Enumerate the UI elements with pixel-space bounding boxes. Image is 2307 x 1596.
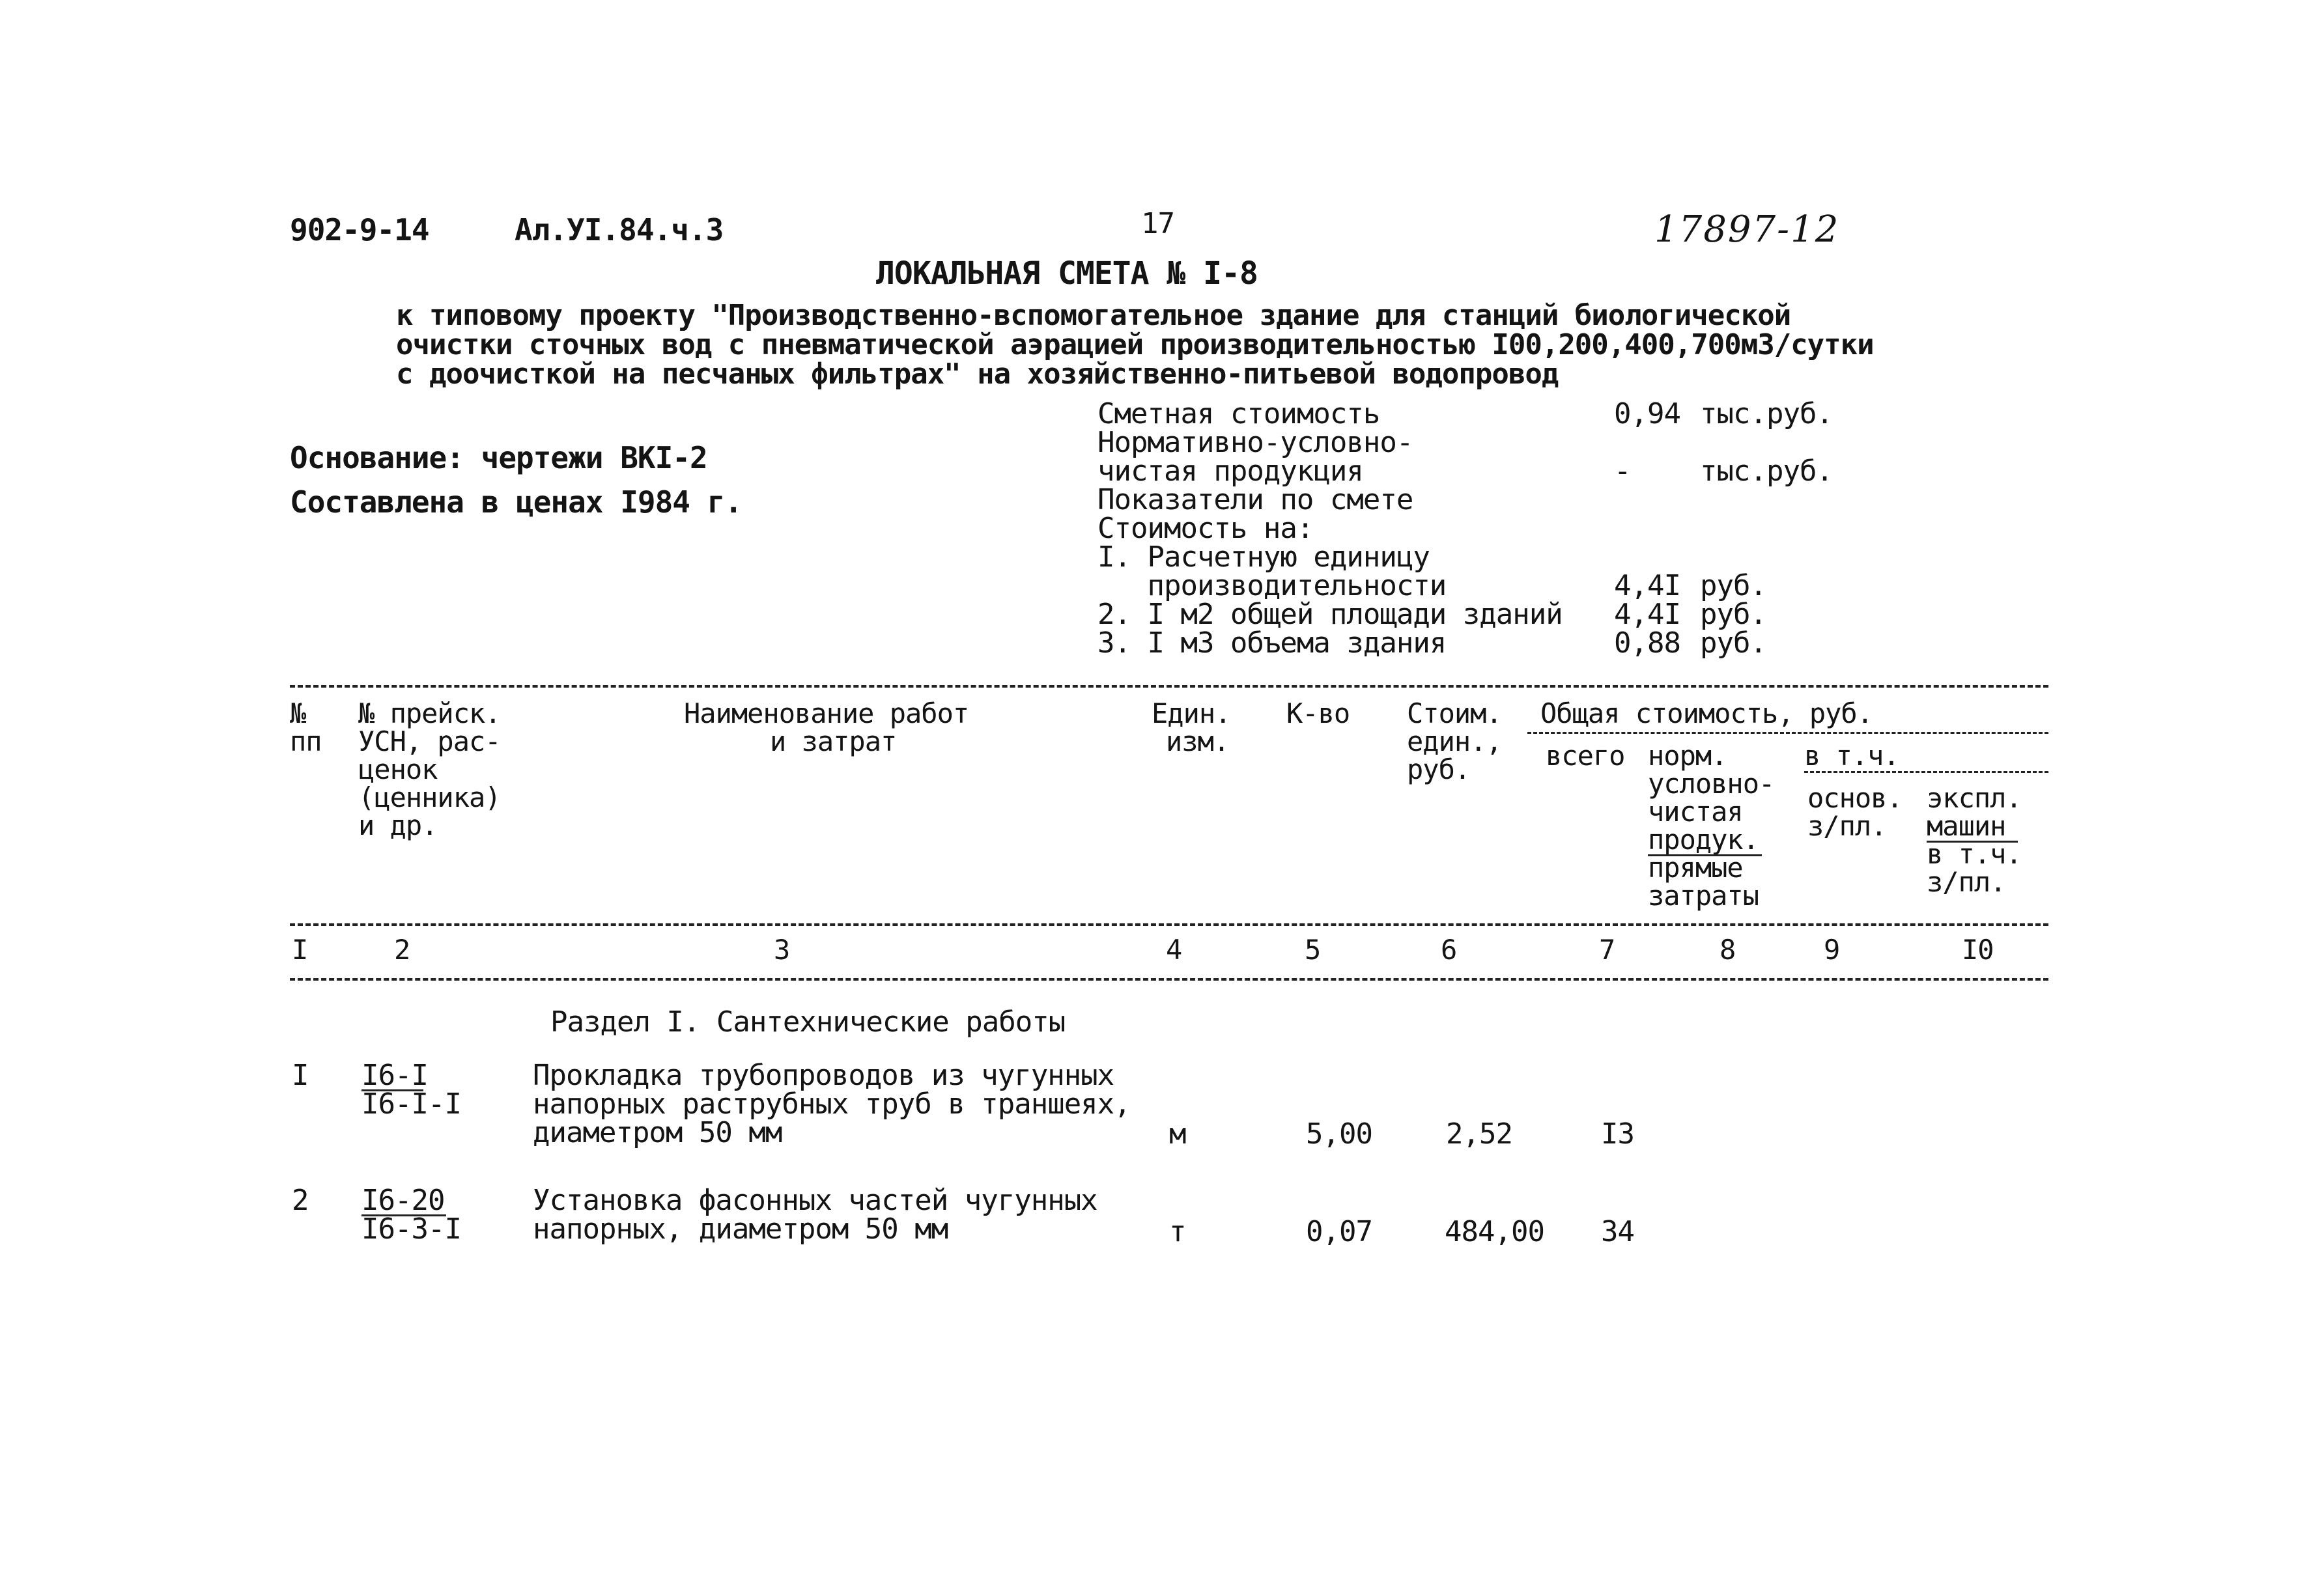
col3-header: и затрат — [770, 725, 897, 757]
col1-header: пп — [290, 725, 322, 757]
work-name-line: напорных раструбных труб в траншеях, — [533, 1087, 1131, 1121]
work-name-line: Установка фасонных частей чугунных — [533, 1184, 1097, 1217]
col8-header: условно- — [1648, 768, 1775, 800]
col3-header: Наименование работ — [684, 697, 969, 729]
summary-label: Стоимость на: — [1097, 512, 1314, 545]
summary-label: Сметная стоимость — [1097, 397, 1380, 430]
col2-header: (ценника) — [358, 781, 501, 813]
table-top-rule — [290, 685, 2048, 688]
column-number: 6 — [1441, 934, 1457, 966]
column-numbers-bottom-rule — [290, 978, 2048, 981]
row-number: 2 — [292, 1184, 309, 1217]
row-number: I — [292, 1059, 309, 1092]
col8-header: прямые — [1648, 852, 1743, 884]
col8-header: норм. — [1648, 740, 1727, 772]
column-number: 8 — [1720, 934, 1736, 966]
col1-header: № — [290, 697, 306, 729]
summary-value: 0,94 — [1614, 397, 1680, 430]
col2-header: УСН, рас- — [358, 725, 501, 757]
summary-unit: руб. — [1700, 626, 1766, 660]
col8-header: затраты — [1648, 880, 1759, 912]
col10-header: з/пл. — [1927, 866, 2006, 898]
col4-header: Един. — [1152, 697, 1231, 729]
col2-header: № прейск. — [358, 697, 501, 729]
project-code: 902-9-14 — [290, 212, 429, 247]
column-number: I0 — [1962, 934, 1994, 966]
column-number: 7 — [1599, 934, 1615, 966]
estimate-title: ЛОКАЛЬНАЯ СМЕТА № I-8 — [876, 255, 1258, 292]
col10-header: машин — [1927, 810, 2006, 842]
total-cost: I3 — [1601, 1117, 1634, 1151]
summary-value: 4,4I — [1614, 598, 1680, 631]
work-name-line: напорных, диаметром 50 мм — [533, 1212, 948, 1246]
column-number: 4 — [1166, 934, 1182, 966]
col5-header: К-во — [1286, 697, 1350, 729]
column-number: 2 — [394, 934, 410, 966]
summary-value: 0,88 — [1614, 626, 1680, 660]
summary-label: Показатели по смете — [1097, 483, 1413, 516]
subgroup-underline — [1804, 771, 2048, 773]
rate-code: I6-3-I — [361, 1212, 461, 1246]
work-name-line: Прокладка трубопроводов из чугунных — [533, 1059, 1114, 1092]
total-cost-group-header: Общая стоимость, руб. — [1540, 697, 1873, 729]
total-cost: 34 — [1601, 1215, 1634, 1248]
col8-header: чистая — [1648, 796, 1743, 828]
column-number: 9 — [1824, 934, 1840, 966]
col6-header: един., — [1407, 725, 1502, 757]
summary-label: 3. I м3 объема здания — [1097, 626, 1447, 660]
subtitle-line-3: с доочисткой на песчаных фильтрах" на хозяйственно-питьевой водопровод — [396, 357, 1559, 391]
column-number: 5 — [1305, 934, 1321, 966]
subgroup-header: в т.ч. — [1804, 740, 1899, 772]
summary-unit: руб. — [1700, 598, 1766, 631]
section-title: Раздел I. Сантехнические работы — [550, 1005, 1066, 1039]
quantity: 5,00 — [1306, 1117, 1372, 1151]
summary-unit: руб. — [1700, 569, 1766, 602]
summary-unit: тыс.руб. — [1700, 397, 1833, 430]
summary-value: 4,4I — [1614, 569, 1680, 602]
subtitle-line-2: очистки сточных вод с пневматической аэрацией производительностью I00,200,400,700м3/сутки — [396, 328, 1874, 361]
prices-text: Составлена в ценах I984 г. — [290, 484, 743, 520]
summary-label: 2. I м2 общей площади зданий — [1097, 598, 1563, 631]
album-code: Ал.УI.84.ч.3 — [515, 212, 724, 247]
summary-label: I. Расчетную единицу — [1097, 540, 1430, 574]
price-code: I6-20 — [361, 1184, 445, 1217]
col9-header: основ. — [1807, 782, 1903, 814]
group-underline — [1527, 732, 2048, 734]
column-number: I — [292, 934, 308, 966]
unit-cost: 2,52 — [1446, 1117, 1512, 1151]
col10-header: в т.ч. — [1927, 838, 2022, 870]
summary-label: Нормативно-условно- — [1097, 426, 1413, 459]
page-number: 17 — [1141, 207, 1174, 240]
quantity: 0,07 — [1306, 1215, 1372, 1248]
col6-header: Стоим. — [1407, 697, 1502, 729]
col4-header: изм. — [1166, 725, 1230, 757]
basis-text: Основание: чертежи ВКI-2 — [290, 440, 707, 475]
col10-header: экспл. — [1927, 782, 2022, 814]
col9-header: з/пл. — [1807, 810, 1887, 842]
col6-header: руб. — [1407, 753, 1471, 785]
unit-cost: 484,00 — [1445, 1215, 1544, 1248]
col8-header: продук. — [1648, 824, 1759, 856]
work-name-line: диаметром 50 мм — [533, 1116, 782, 1149]
col7-header: всего — [1546, 740, 1625, 772]
column-numbers-top-rule — [290, 923, 2048, 926]
column-number: 3 — [774, 934, 790, 966]
document-number: 17897-12 — [1654, 208, 1840, 251]
rate-code: I6-I-I — [361, 1087, 461, 1121]
subtitle-line-1: к типовому проекту "Производственно-вспомогательное здание для станций биологической — [396, 299, 1791, 332]
col2-header: ценок — [358, 753, 438, 785]
summary-label: производительности — [1097, 569, 1447, 602]
summary-label: чистая продукция — [1097, 455, 1363, 488]
unit: м — [1169, 1117, 1186, 1151]
unit: т — [1169, 1215, 1186, 1248]
summary-value: - — [1614, 455, 1631, 488]
col2-header: и др. — [358, 809, 438, 841]
price-code: I6-I — [361, 1059, 428, 1092]
summary-unit: тыс.руб. — [1700, 455, 1833, 488]
